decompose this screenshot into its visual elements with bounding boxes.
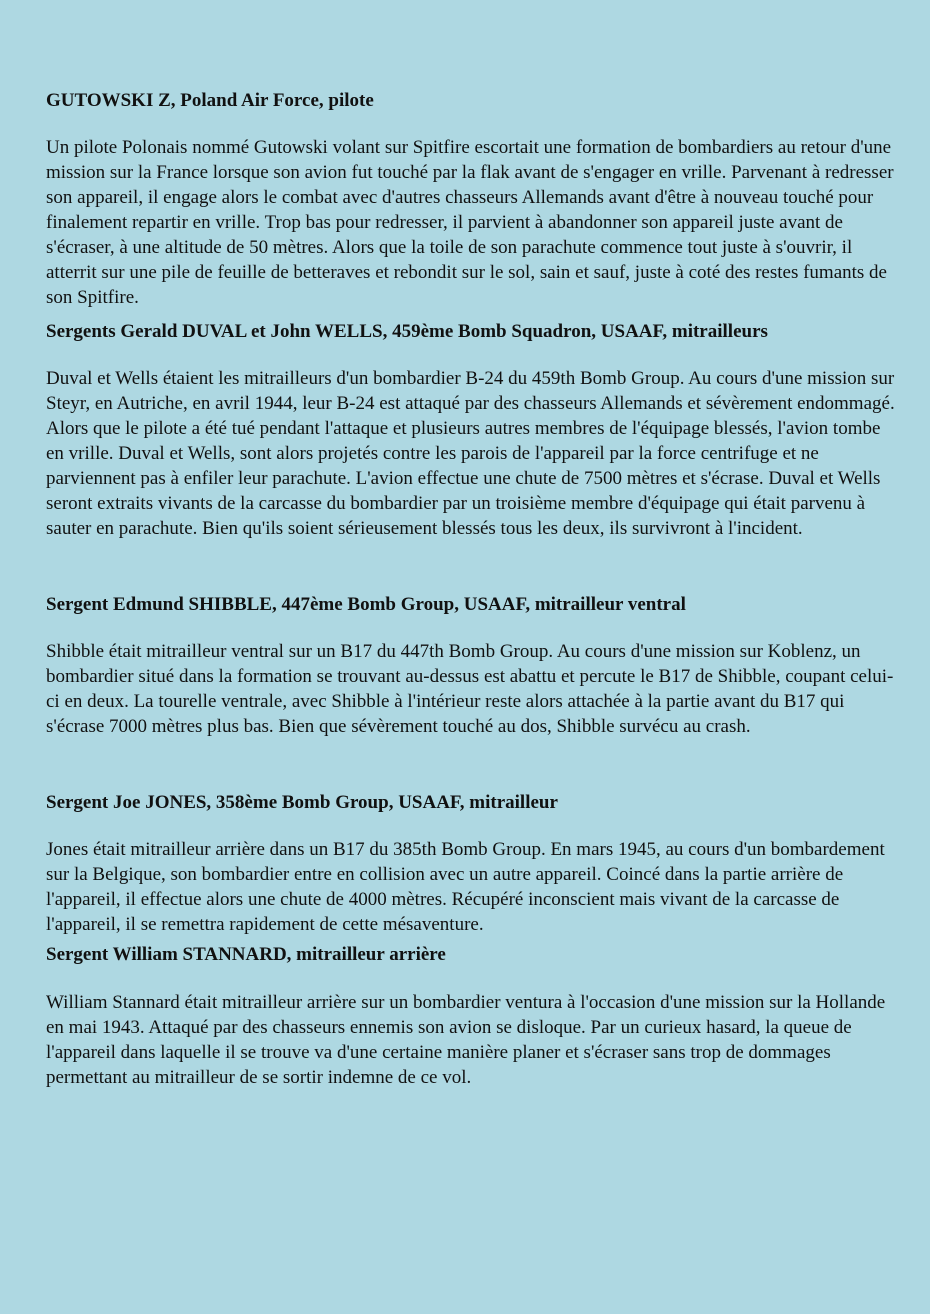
section-text: Jones était mitrailleur arrière dans un B17 du 385th Bomb Group. En mars 1945, au cours d'un bombardement sur la Belgique, son bombardier entre en collision avec un autre appareil. Coincé dans la partie arrière de l'appareil, il effectue alors une chute de 4000 mètres. Récupéré inconscient mais vivant de la carcasse de l'appareil, il se remettra rapidement de cette mésaventure. bbox=[46, 839, 885, 935]
section-text: William Stannard était mitrailleur arrière sur un bombardier ventura à l'occasion d'une mission sur la Hollande en mai 1943. Attaqué par des chasseurs ennemis son avion se disloque. Par un curieux hasard, la queue de l'appareil dans laquelle il se trouve va d'une certaine manière planer et s'écraser sans trop de dommages permettant au mitrailleur de se sortir indemne de ce vol. bbox=[46, 992, 886, 1088]
section-heading: Sergents Gerald DUVAL et John WELLS, 459ème Bomb Squadron, USAAF, mitrailleurs bbox=[46, 321, 768, 342]
section-jones bbox=[46, 791, 896, 937]
section-heading: Sergent William STANNARD, mitrailleur arrière bbox=[46, 944, 446, 965]
section-heading: Sergent Edmund SHIBBLE, 447ème Bomb Group, USAAF, mitrailleur ventral bbox=[46, 594, 686, 615]
section-duval-wells bbox=[46, 320, 896, 541]
section-gutowski bbox=[46, 89, 896, 310]
section-text: Shibble était mitrailleur ventral sur un B17 du 447th Bomb Group. Au cours d'une mission sur Koblenz, un bombardier situé dans la formation se trouvant au-dessus est abattu et percute le B17 de Shibble, coupant celui-ci en deux. La tourelle ventrale, avec Shibble à l'intérieur reste alors attachée à la partie avant du B17 qui s'écrase 7000 mètres plus bas. Bien que sévèrement touché au dos, Shibble survécu au crash. bbox=[46, 641, 894, 737]
document-page bbox=[46, 89, 896, 1090]
section-heading: Sergent Joe JONES, 358ème Bomb Group, USAAF, mitrailleur bbox=[46, 792, 558, 813]
section-heading: GUTOWSKI Z, Poland Air Force, pilote bbox=[46, 90, 374, 111]
section-text: Duval et Wells étaient les mitrailleurs d'un bombardier B-24 du 459th Bomb Group. Au cours d'une mission sur Steyr, en Autriche, en avril 1944, leur B-24 est attaqué par des chasseurs Allemands et sévèrement endommagé. Alors que le pilote a été tué pendant l'attaque et plusieurs autres membres de l'équipage blessés, l'avion tombe en vrille. Duval et Wells, sont alors projetés contre les parois de l'appareil par la force centrifuge et ne parviennent pas à enfiler leur parachute. L'avion effectue une chute de 7500 mètres et s'écrase. Duval et Wells seront extraits vivants de la carcasse du bombardier par un troisième membre d'équipage qui était parvenu à sauter en parachute. Bien qu'ils soient sérieusement blessés tous les deux, ils survivront à l'incident. bbox=[46, 368, 895, 539]
section-shibble bbox=[46, 593, 896, 739]
section-text: Un pilote Polonais nommé Gutowski volant sur Spitfire escortait une formation de bombardiers au retour d'une mission sur la France lorsque son avion fut touché par la flak avant de s'engager en vrille. Parvenant à redresser son appareil, il engage alors le combat avec d'autres chasseurs Allemands avant d'être à nouveau touché pour finalement repartir en vrille. Trop bas pour redresser, il parvient à abandonner son appareil juste avant de s'écraser, à une altitude de 50 mètres. Alors que la toile de son parachute commence tout juste à s'ouvrir, il atterrit sur une pile de feuille de betteraves et rebondit sur le sol, sain et sauf, juste à coté des restes fumants de son Spitfire. bbox=[46, 137, 894, 308]
section-stannard bbox=[46, 943, 896, 1090]
